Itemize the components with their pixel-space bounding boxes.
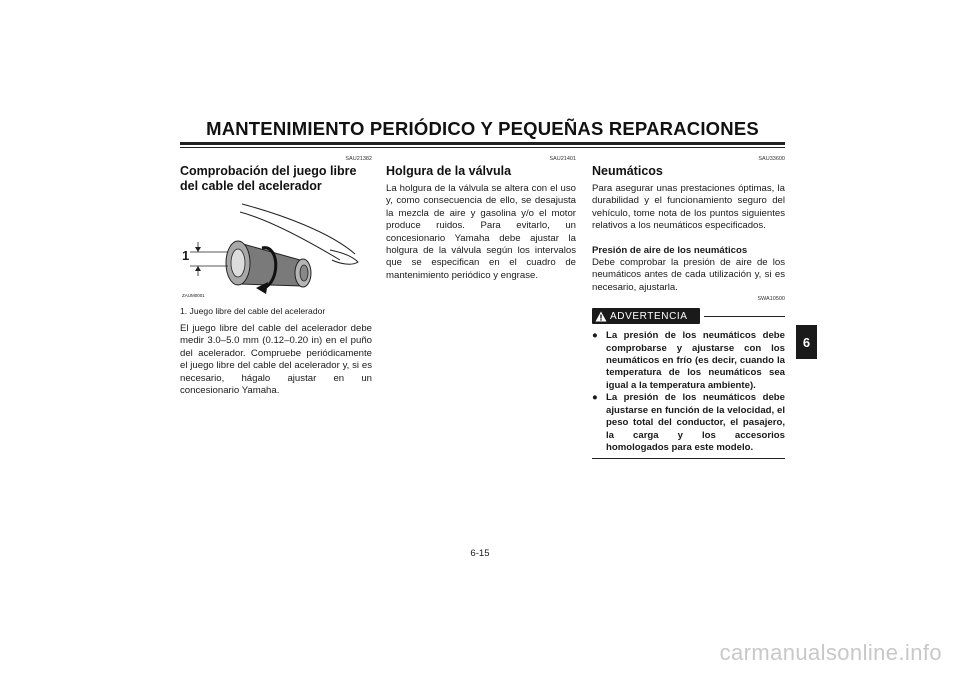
watermark: carmanualsonline.info — [719, 640, 942, 665]
subheading: Presión de aire de los neumáticos — [592, 244, 748, 256]
warning-rule — [704, 316, 785, 317]
warning-label: ADVERTENCIA — [610, 310, 688, 322]
section-code: SAU21401 — [549, 156, 576, 162]
figure-caption: 1. Juego libre del cable del acelerador — [180, 306, 326, 316]
column-throttle — [180, 150, 372, 397]
list-item: ● La presión de los neumáticos debe ajustarse en función de la velocidad, el peso total del conductor, el pasajero, la carga y los accesorios homologados para este modelo. — [592, 392, 785, 453]
section-title: Comprobación del juego libre del cable del acelerador — [180, 164, 357, 193]
section-body: Para asegurar unas prestaciones óptimas, la durabilidad y el funcionamiento seguro del vehículo, tome nota de los puntos siguientes relativos a los neumáticos especificados. — [592, 183, 785, 232]
list-item: ● La presión de los neumáticos debe comprobarse y ajustarse con los neumáticos en frío (es decir, cuando la temperatura de los neumáticos sea igual a la temperatura ambiente). — [592, 330, 785, 391]
section-body: El juego libre del cable del acelerador debe medir 3.0–5.0 mm (0.12–0.20 in) en el puño del acelerador. Compruebe periódicamente el juego libre del cable del acelerador y, si es necesario, hágalo ajustar en un concesionario Yamaha. — [180, 323, 372, 397]
warning-triangle-icon — [592, 308, 610, 324]
section-title: Holgura de la válvula — [386, 164, 512, 178]
column-valve — [386, 150, 576, 282]
throttle-figure — [180, 202, 372, 302]
chapter-tab: 6 — [796, 325, 817, 359]
page-title: MANTENIMIENTO PERIÓDICO Y PEQUEÑAS REPARACIONES — [206, 118, 759, 139]
header-rule — [180, 142, 785, 145]
section-title: Neumáticos — [592, 164, 663, 178]
bullet-icon: ● — [592, 330, 598, 342]
warning-header — [592, 306, 785, 326]
warning-list — [592, 330, 785, 454]
sub-body: Debe comprobar la presión de aire de los neumáticos antes de cada utilización y, si es necesario, ajustarla. — [592, 257, 785, 293]
throttle-grip-illustration — [180, 202, 372, 302]
column-tires — [592, 150, 785, 459]
figure-code: ZAUM0001 — [182, 293, 205, 298]
section-body: La holgura de la válvula se altera con el uso y, como consecuencia de ello, se desajusta la mezcla de aire y gasolina y/o el motor produce ruidos. Para evitarlo, un concesionario Yamaha debe ajustar la holgura de la válvula según los intervalos que se especifican en el cuadro de mantenimiento periódico y engrase. — [386, 183, 576, 281]
section-code: SAU21382 — [345, 156, 372, 162]
page-number: 6-15 — [470, 548, 490, 559]
callout-number: 1 — [182, 248, 190, 263]
warning-code: SWA10500 — [757, 296, 785, 303]
bullet-icon: ● — [592, 392, 598, 404]
warning-badge — [592, 308, 700, 324]
header-rule-thin — [180, 147, 785, 148]
warning-bottom-rule — [592, 458, 785, 459]
section-code: SAU33600 — [758, 156, 785, 162]
